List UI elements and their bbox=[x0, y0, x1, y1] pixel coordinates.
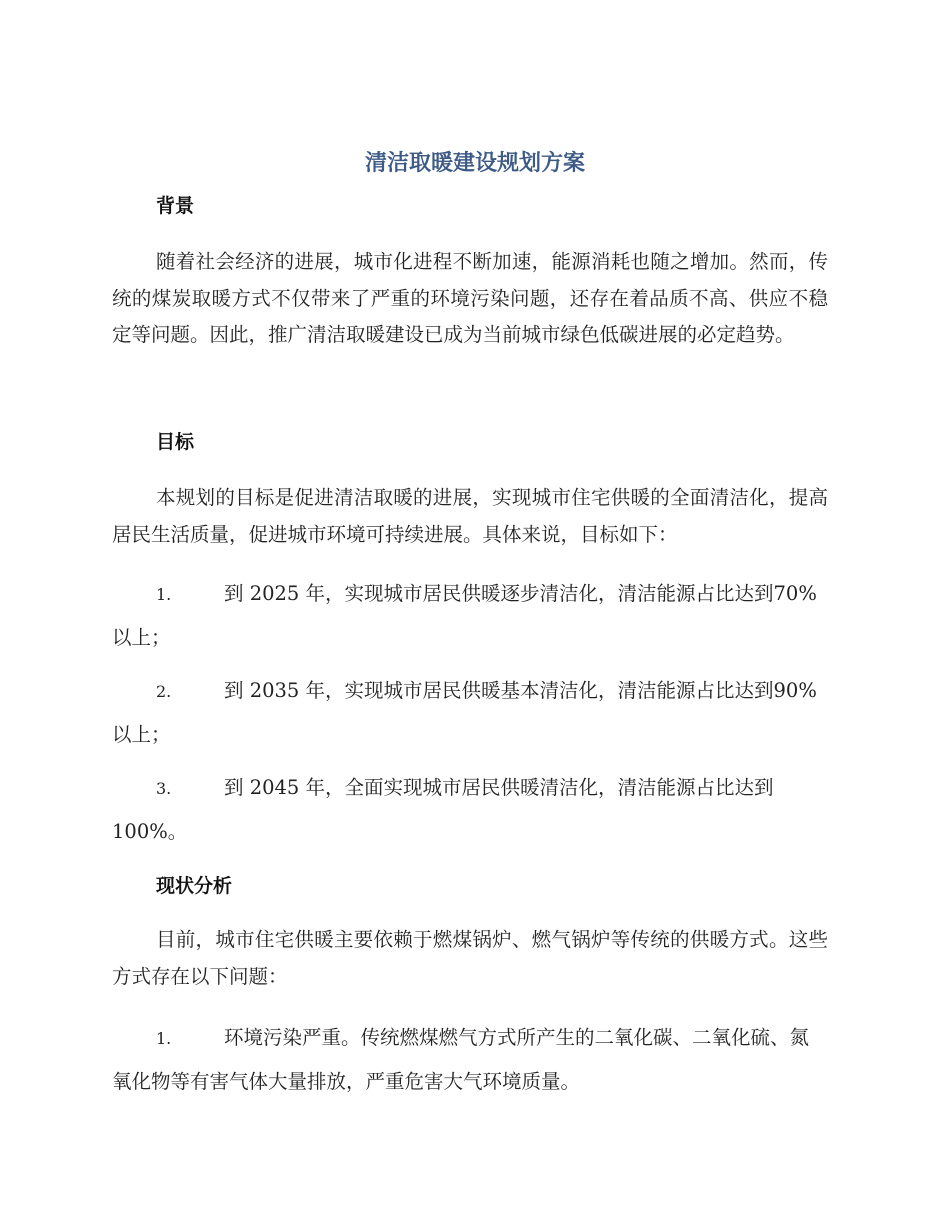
goal-list-number: 1. bbox=[156, 585, 172, 604]
issue-list-item bbox=[112, 1016, 828, 1103]
goal-list-text: 到 2035 年，实现城市居民供暖基本清洁化，清洁能源占比达到90%以上； bbox=[112, 679, 817, 746]
goal-list-text: 到 2045 年，全面实现城市居民供暖清洁化，清洁能源占比达到100%。 bbox=[112, 776, 774, 843]
goal-list-item bbox=[112, 669, 828, 756]
goals-paragraph: 本规划的目标是促进清洁取暖的进展，实现城市住宅供暖的全面清洁化，提高居民生活质量，促进城市环境可持续进展。具体来说，目标如下： bbox=[112, 486, 828, 546]
goal-list-number: 2. bbox=[156, 682, 172, 701]
goal-list-text: 到 2025 年，实现城市居民供暖逐步清洁化，清洁能源占比达到70%以上； bbox=[112, 582, 817, 649]
status-analysis-paragraph: 目前，城市住宅供暖主要依赖于燃煤锅炉、燃气锅炉等传统的供暖方式。这些方式存在以下问题： bbox=[112, 928, 828, 988]
section-heading-goals: 目标 bbox=[156, 431, 195, 453]
document-title: 清洁取暖建设规划方案 bbox=[364, 151, 585, 176]
section-heading-background: 背景 bbox=[156, 195, 195, 217]
goal-list-item bbox=[112, 572, 828, 659]
goal-list-item bbox=[112, 766, 828, 853]
issue-list-text: 环境污染严重。传统燃煤燃气方式所产生的二氧化碳、二氧化硫、氮氧化物等有害气体大量排放，严重危害大气环境质量。 bbox=[112, 1026, 810, 1093]
background-paragraph: 随着社会经济的进展，城市化进程不断加速，能源消耗也随之增加。然而，传统的煤炭取暖方式不仅带来了严重的环境污染问题，还存在着品质不高、供应不稳定等问题。因此，推广清洁取暖建设已成为当前城市绿色低碳进展的必定趋势。 bbox=[112, 250, 828, 346]
issue-list-number: 1. bbox=[156, 1029, 172, 1048]
goal-list-number: 3. bbox=[156, 779, 172, 798]
section-heading-status-analysis: 现状分析 bbox=[156, 875, 233, 897]
